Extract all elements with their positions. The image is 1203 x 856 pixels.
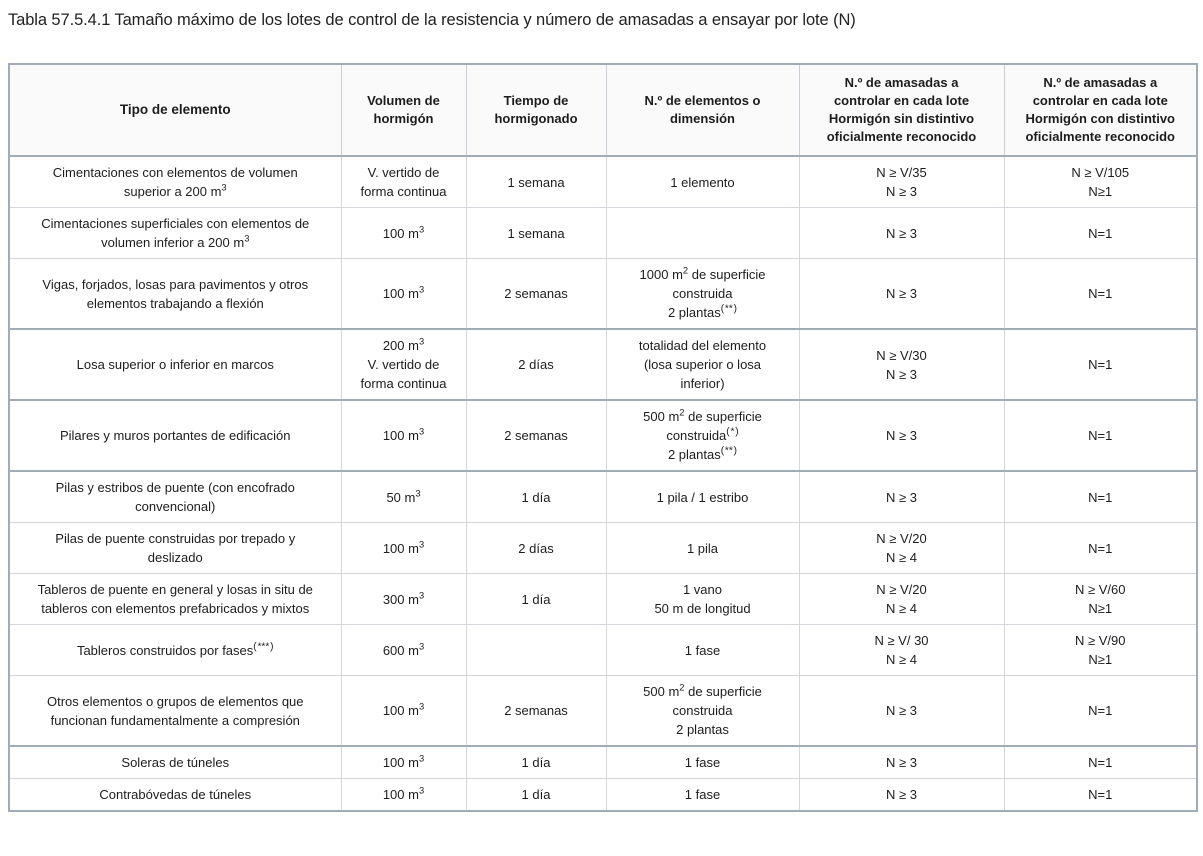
cell-line: 300 $m^3$ [382, 590, 425, 607]
cell-volumen-de-hormigon [341, 400, 466, 471]
cell-line: Cimentaciones con elementos de volumen [52, 165, 298, 180]
cell-numero-de-elementos-o-dimension [606, 400, 799, 471]
cell-line: 100 $m^3$ [382, 539, 425, 556]
cell-line: N=1 [1088, 489, 1113, 505]
cell-line: 100 $m^3$ [382, 224, 425, 241]
cell-numero-de-elementos-o-dimension [606, 523, 799, 574]
cell-line: deslizado [147, 550, 203, 565]
cell-tipo-de-elemento [9, 574, 341, 625]
table-row [9, 676, 1197, 747]
cell-line: 1 elemento [670, 174, 735, 190]
header-line: controlar en cada lote [1032, 93, 1168, 108]
table-row [9, 329, 1197, 400]
cell-tipo-de-elemento [9, 329, 341, 400]
cell-line: 500 $m^2$ de superficie [643, 682, 762, 699]
cell-line: volumen inferior a 200 $m^3$ [101, 233, 250, 250]
cell-line: N ≥ 4 [886, 601, 917, 616]
column-header-amasadas-sin-distintivo [799, 64, 1004, 156]
header-row [9, 64, 1197, 156]
cell-line: N=1 [1088, 540, 1113, 556]
cell-numero-de-elementos-o-dimension [606, 746, 799, 779]
cell-line: N ≥ 4 [886, 550, 917, 565]
cell-volumen-de-hormigon [341, 574, 466, 625]
cell-line: N=1 [1088, 703, 1113, 718]
cell-line: N ≥ V/20 [876, 582, 927, 597]
cell-amasadas-sin-distintivo [799, 208, 1004, 259]
cell-line: N ≥ 3 [886, 787, 917, 802]
cell-line: 200 $m^3$ [382, 336, 425, 353]
cell-line: 2 semanas [504, 286, 568, 301]
header-line: controlar en cada lote [833, 93, 970, 108]
cell-line: N ≥ 3 [886, 755, 917, 770]
cell-line: Tableros construidos por fases( *** ) [76, 641, 274, 658]
cell-tipo-de-elemento [9, 746, 341, 779]
cell-amasadas-con-distintivo [1004, 329, 1197, 400]
table-row [9, 574, 1197, 625]
cell-volumen-de-hormigon [341, 329, 466, 400]
cell-line: N ≥ 4 [886, 652, 917, 667]
cell-tiempo-de-hormigonado [466, 329, 606, 400]
cell-tipo-de-elemento [9, 471, 341, 523]
cell-numero-de-elementos-o-dimension [606, 625, 799, 676]
cell-amasadas-sin-distintivo [799, 523, 1004, 574]
cell-line: 100 $m^3$ [382, 753, 425, 770]
cell-line: 2 días [518, 540, 554, 556]
cell-numero-de-elementos-o-dimension [606, 779, 799, 812]
cell-numero-de-elementos-o-dimension [606, 208, 799, 259]
cell-tiempo-de-hormigonado [466, 779, 606, 812]
table-row [9, 259, 1197, 330]
cell-amasadas-sin-distintivo [799, 400, 1004, 471]
cell-line: funcionan fundamentalmente a compresión [50, 712, 300, 728]
cell-line: Pilas y estribos de puente (con encofrado [55, 480, 295, 495]
cell-amasadas-sin-distintivo [799, 779, 1004, 812]
table-row [9, 523, 1197, 574]
cell-line: 1 fase [684, 642, 721, 658]
cell-tiempo-de-hormigonado [466, 625, 606, 676]
cell-line: N≥1 [1088, 652, 1113, 667]
cell-line: (losa superior o losa [643, 357, 762, 372]
header-line: oficialmente reconocido [826, 129, 977, 144]
cell-line: 1 día [521, 489, 551, 505]
cell-numero-de-elementos-o-dimension [606, 574, 799, 625]
cell-line: forma continua [360, 376, 447, 391]
cell-amasadas-con-distintivo [1004, 625, 1197, 676]
header-line: N.º de amasadas a [844, 75, 959, 90]
cell-tiempo-de-hormigonado [466, 259, 606, 330]
cell-line: N=1 [1088, 225, 1113, 241]
cell-line: N=1 [1088, 787, 1113, 802]
column-header-numero-de-elementos-o-dimension [606, 64, 799, 156]
cell-tiempo-de-hormigonado [466, 471, 606, 523]
cell-line: N ≥ V/60 [1075, 582, 1126, 597]
cell-line: 2 semanas [504, 428, 568, 443]
header-line: Hormigón sin distintivo [828, 111, 975, 126]
header-line: Hormigón con distintivo [1025, 111, 1175, 126]
cell-line: Cimentaciones superficiales con elementos de [41, 216, 310, 231]
cell-amasadas-con-distintivo [1004, 574, 1197, 625]
cell-line: N ≥ 3 [886, 489, 917, 505]
cell-line: N ≥ V/20 [876, 531, 927, 546]
cell-numero-de-elementos-o-dimension [606, 471, 799, 523]
cell-line: 1 día [521, 755, 551, 770]
header-line: dimensión [669, 111, 735, 126]
cell-line: construida [672, 703, 733, 718]
cell-tipo-de-elemento [9, 625, 341, 676]
cell-line: 1000 $m^2$ de superficie [639, 265, 766, 282]
cell-amasadas-sin-distintivo [799, 471, 1004, 523]
cell-line: 100 $m^3$ [382, 284, 425, 301]
cell-line: 1 día [521, 787, 551, 802]
cell-volumen-de-hormigon [341, 746, 466, 779]
column-header-tiempo-de-hormigonado [466, 64, 606, 156]
cell-amasadas-con-distintivo [1004, 779, 1197, 812]
cell-amasadas-sin-distintivo [799, 329, 1004, 400]
cell-line: elementos trabajando a flexión [86, 295, 264, 311]
cell-tiempo-de-hormigonado [466, 156, 606, 208]
cell-line: N ≥ 3 [886, 703, 917, 718]
cell-line: 1 día [521, 591, 551, 607]
cell-line: N ≥ 3 [886, 428, 917, 443]
cell-volumen-de-hormigon [341, 625, 466, 676]
cell-line: 600 $m^3$ [382, 641, 425, 658]
cell-amasadas-con-distintivo [1004, 400, 1197, 471]
table-body [9, 156, 1197, 811]
cell-line: Contrabóvedas de túneles [99, 787, 252, 802]
cell-line: 1 pila / 1 estribo [656, 489, 749, 505]
cell-amasadas-sin-distintivo [799, 746, 1004, 779]
cell-amasadas-sin-distintivo [799, 625, 1004, 676]
cell-line: construida( * ) [666, 426, 739, 443]
cell-line: N ≥ V/90 [1075, 633, 1126, 648]
table-row [9, 746, 1197, 779]
cell-line: N ≥ V/105 [1071, 165, 1130, 180]
cell-volumen-de-hormigon [341, 471, 466, 523]
cell-amasadas-sin-distintivo [799, 676, 1004, 747]
header-line: N.º de amasadas a [1043, 75, 1158, 90]
cell-tipo-de-elemento [9, 779, 341, 812]
cell-line: N ≥ V/35 [876, 165, 927, 180]
cell-line: 2 días [518, 357, 554, 372]
cell-amasadas-sin-distintivo [799, 574, 1004, 625]
cell-line: 2 plantas [676, 722, 729, 737]
header-line: oficialmente reconocido [1025, 129, 1176, 144]
cell-volumen-de-hormigon [341, 259, 466, 330]
table-row [9, 625, 1197, 676]
header-line: N.º de elementos o [644, 93, 761, 108]
cell-line: 1 semana [507, 174, 565, 190]
cell-line: 2 plantas( ** ) [667, 445, 738, 462]
table-row [9, 471, 1197, 523]
cell-amasadas-con-distintivo [1004, 156, 1197, 208]
cell-line: N ≥ 3 [886, 366, 917, 382]
cell-line: N ≥ 3 [886, 286, 917, 301]
cell-line: construida [672, 286, 733, 301]
cell-tipo-de-elemento [9, 156, 341, 208]
cell-volumen-de-hormigon [341, 676, 466, 747]
cell-line: N≥1 [1088, 184, 1113, 199]
header-line: hormigonado [494, 111, 578, 126]
cell-line: superior a 200 $m^3$ [123, 182, 227, 199]
cell-line: totalidad del elemento [638, 338, 767, 353]
cell-line: 1 semana [507, 225, 565, 241]
cell-line: Losa superior o inferior en marcos [76, 357, 274, 372]
cell-numero-de-elementos-o-dimension [606, 156, 799, 208]
cell-tiempo-de-hormigonado [466, 676, 606, 747]
cell-line: 1 fase [684, 787, 721, 802]
cell-numero-de-elementos-o-dimension [606, 329, 799, 400]
column-header-amasadas-con-distintivo [1004, 64, 1197, 156]
cell-amasadas-con-distintivo [1004, 259, 1197, 330]
cell-amasadas-con-distintivo [1004, 471, 1197, 523]
table-row [9, 400, 1197, 471]
header-line: Volumen de [367, 93, 440, 108]
cell-line: 50 $m^3$ [386, 488, 421, 505]
cell-line: N=1 [1088, 357, 1113, 372]
cell-tiempo-de-hormigonado [466, 208, 606, 259]
cell-tiempo-de-hormigonado [466, 746, 606, 779]
cell-line: Tableros de puente en general y losas in situ de [37, 582, 313, 597]
cell-line: Pilares y muros portantes de edificación [59, 428, 291, 443]
header-line: Tipo de elemento [119, 102, 231, 117]
table-row [9, 779, 1197, 812]
cell-tipo-de-elemento [9, 676, 341, 747]
cell-line: 1 pila [686, 540, 719, 556]
cell-tipo-de-elemento [9, 259, 341, 330]
cell-line: N=1 [1088, 286, 1113, 301]
cell-line: 1 vano [682, 582, 723, 597]
cell-line: Otros elementos o grupos de elementos que [46, 693, 304, 709]
cell-numero-de-elementos-o-dimension [606, 259, 799, 330]
cell-volumen-de-hormigon [341, 523, 466, 574]
column-header-tipo-de-elemento [9, 64, 341, 156]
cell-tiempo-de-hormigonado [466, 400, 606, 471]
cell-line: N ≥ V/30 [876, 347, 927, 363]
table-header [9, 64, 1197, 156]
cell-line: 100 $m^3$ [382, 785, 425, 802]
cell-numero-de-elementos-o-dimension [606, 676, 799, 747]
cell-volumen-de-hormigon [341, 156, 466, 208]
cell-amasadas-sin-distintivo [799, 156, 1004, 208]
cell-line: inferior) [680, 376, 725, 391]
cell-line: forma continua [360, 184, 447, 199]
cell-line: 2 plantas( ** ) [667, 303, 738, 320]
cell-line: N=1 [1088, 755, 1113, 770]
cell-amasadas-sin-distintivo [799, 259, 1004, 330]
header-line: Tiempo de [503, 93, 569, 108]
cell-tiempo-de-hormigonado [466, 574, 606, 625]
cell-tipo-de-elemento [9, 400, 341, 471]
cell-line: Soleras de túneles [121, 755, 230, 770]
cell-line: N ≥ 3 [886, 184, 917, 199]
cell-line: tableros con elementos prefabricados y mixtos [41, 601, 310, 616]
cell-tipo-de-elemento [9, 523, 341, 574]
cell-volumen-de-hormigon [341, 208, 466, 259]
column-header-volumen-de-hormigon [341, 64, 466, 156]
cell-volumen-de-hormigon [341, 779, 466, 812]
table-row [9, 156, 1197, 208]
cell-amasadas-con-distintivo [1004, 676, 1197, 747]
cell-line: Pilas de puente construidas por trepado y [55, 531, 296, 546]
cell-amasadas-con-distintivo [1004, 208, 1197, 259]
cell-amasadas-con-distintivo [1004, 523, 1197, 574]
cell-line: Vigas, forjados, losas para pavimentos y otros [42, 276, 309, 292]
cell-line: V. vertido de [367, 357, 440, 372]
cell-line: 100 $m^3$ [382, 426, 425, 443]
cell-line: N ≥ V/ 30 [874, 633, 929, 648]
cell-line: 50 m de longitud [654, 601, 751, 616]
cell-amasadas-con-distintivo [1004, 746, 1197, 779]
page-title: Tabla 57.5.4.1 Tamaño máximo de los lotes de control de la resistencia y número de amasadas a ensayar por lote (N) [8, 11, 856, 29]
cell-line: V. vertido de [367, 165, 440, 180]
cell-tipo-de-elemento [9, 208, 341, 259]
cell-line: 1 fase [684, 755, 721, 770]
cell-line: 2 semanas [504, 703, 568, 718]
cell-line: N=1 [1088, 428, 1113, 443]
cell-line: 100 $m^3$ [382, 701, 425, 718]
header-line: hormigón [373, 111, 434, 126]
cell-line: 500 $m^2$ de superficie [643, 407, 762, 424]
table-row [9, 208, 1197, 259]
cell-line: N≥1 [1088, 601, 1113, 616]
cell-line: N ≥ 3 [886, 225, 917, 241]
concrete-lot-control-table [8, 63, 1198, 812]
cell-line: convencional) [135, 499, 216, 514]
cell-tiempo-de-hormigonado [466, 523, 606, 574]
